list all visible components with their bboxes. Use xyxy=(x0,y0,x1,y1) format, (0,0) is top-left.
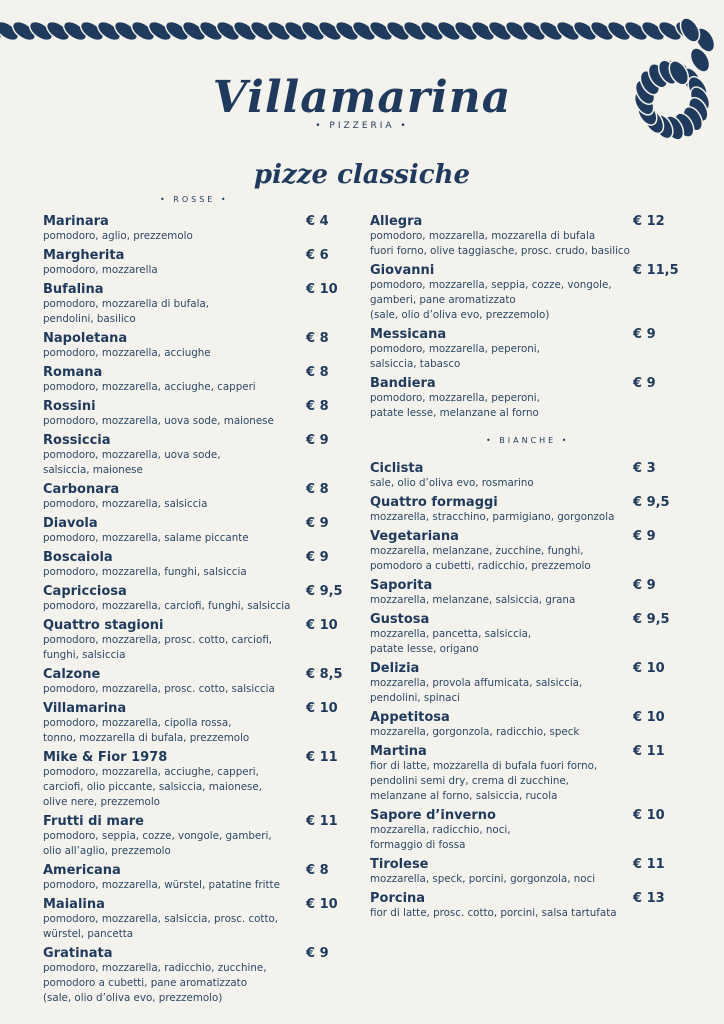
pizza-ingredients: pomodoro, mozzarella, würstel, patatine fritte xyxy=(43,879,280,891)
pizza-price: € 9 xyxy=(306,516,329,531)
pizza-ingredients: fior di latte, prosc. cotto, porcini, salsa tartufata xyxy=(370,907,617,919)
pizza-ingredients: pomodoro, mozzarella, prosc. cotto, carciofi, xyxy=(43,634,273,646)
menu-item xyxy=(370,808,665,853)
pizza-price: € 10 xyxy=(633,710,665,725)
pizza-ingredients: sale, olio d’oliva evo, rosmarino xyxy=(370,477,534,489)
pizza-name: Bufalina xyxy=(43,282,104,297)
pizza-ingredients: formaggio di fossa xyxy=(370,839,466,851)
menu-item xyxy=(43,550,329,580)
pizza-name: Villamarina xyxy=(43,701,127,716)
menu-item xyxy=(370,263,679,323)
pizza-ingredients: mozzarella, stracchino, parmigiano, gorgonzola xyxy=(370,511,615,523)
pizza-ingredients: pomodoro, mozzarella, radicchio, zucchine, xyxy=(43,962,267,974)
pizza-ingredients: carciofi, olio piccante, salsiccia, maionese, xyxy=(43,781,263,793)
pizza-ingredients: pomodoro, mozzarella, peperoni, xyxy=(370,343,540,355)
menu-item xyxy=(370,529,656,574)
menu-item xyxy=(370,461,656,491)
menu-item xyxy=(370,495,670,525)
pizza-ingredients: pomodoro, mozzarella, acciughe xyxy=(43,347,211,359)
bianche-heading: • BIANCHE • xyxy=(486,436,570,445)
pizza-price: € 9,5 xyxy=(633,612,670,627)
pizza-ingredients: pomodoro, mozzarella, prosc. cotto, salsiccia xyxy=(43,683,275,695)
pizza-name: Romana xyxy=(43,365,103,380)
pizza-name: Porcina xyxy=(370,891,426,906)
pizza-ingredients: mozzarella, pancetta, salsiccia, xyxy=(370,628,532,640)
pizza-name: Gustosa xyxy=(370,612,430,627)
pizza-price: € 11 xyxy=(633,857,665,872)
pizza-ingredients: tonno, mozzarella di bufala, prezzemolo xyxy=(43,732,250,744)
section-title: pizze classiche xyxy=(253,160,471,190)
menu-item xyxy=(43,584,343,614)
menu-item xyxy=(43,814,338,859)
pizza-price: € 11 xyxy=(306,814,338,829)
pizza-ingredients: pomodoro, seppia, cozze, vongole, gamberi, xyxy=(43,830,272,842)
pizza-name: Margherita xyxy=(43,248,125,263)
pizza-ingredients: pendolini, basilico xyxy=(43,313,136,325)
pizza-price: € 11,5 xyxy=(633,263,679,278)
pizza-ingredients: mozzarella, melanzane, salsiccia, grana xyxy=(370,594,576,606)
pizza-ingredients: fuori forno, olive taggiasche, prosc. crudo, basilico xyxy=(370,245,630,257)
pizza-name: Capricciosa xyxy=(43,584,127,599)
pizza-ingredients: pomodoro, mozzarella, salsiccia xyxy=(43,498,208,510)
pizza-price: € 8 xyxy=(306,365,329,380)
restaurant-name: Villamarina xyxy=(212,72,512,123)
menu-item xyxy=(43,667,343,697)
pizza-name: Gratinata xyxy=(43,946,113,961)
pizza-name: Allegra xyxy=(370,214,423,229)
pizza-name: Quattro stagioni xyxy=(43,618,164,633)
pizza-ingredients: funghi, salsiccia xyxy=(43,649,126,661)
pizza-ingredients: olive nere, prezzemolo xyxy=(43,796,160,808)
menu-item xyxy=(43,863,329,893)
pizza-price: € 10 xyxy=(306,618,338,633)
menu-item xyxy=(43,331,329,361)
pizza-ingredients: (sale, olio d’oliva evo, prezzemolo) xyxy=(370,309,550,321)
pizza-name: Quattro formaggi xyxy=(370,495,498,510)
pizza-name: Rossini xyxy=(43,399,96,414)
pizza-name: Tirolese xyxy=(370,857,429,872)
pizza-ingredients: (sale, olio d’oliva evo, prezzemolo) xyxy=(43,992,223,1004)
pizza-price: € 9,5 xyxy=(306,584,343,599)
pizza-ingredients: olio all’aglio, prezzemolo xyxy=(43,845,171,857)
pizza-ingredients: gamberi, pane aromatizzato xyxy=(370,294,516,306)
pizza-ingredients: pomodoro, aglio, prezzemolo xyxy=(43,230,193,242)
pizza-ingredients: patate lesse, origano xyxy=(370,643,479,655)
pizza-price: € 3 xyxy=(633,461,656,476)
pizza-ingredients: pomodoro, mozzarella, uova sode, maionese xyxy=(43,415,274,427)
pizza-price: € 10 xyxy=(306,897,338,912)
pizza-price: € 8,5 xyxy=(306,667,343,682)
pizza-name: Ciclista xyxy=(370,461,424,476)
menu-item xyxy=(43,365,329,395)
pizza-name: Martina xyxy=(370,744,427,759)
pizza-ingredients: pomodoro, mozzarella, cipolla rossa, xyxy=(43,717,232,729)
pizza-name: Messicana xyxy=(370,327,447,342)
pizza-name: Delizia xyxy=(370,661,420,676)
menu-item xyxy=(43,214,329,244)
pizza-ingredients: mozzarella, radicchio, noci, xyxy=(370,824,511,836)
rosse-heading: • ROSSE • xyxy=(160,195,229,204)
pizza-price: € 9 xyxy=(633,327,656,342)
menu-item xyxy=(43,399,329,429)
pizza-name: Diavola xyxy=(43,516,98,531)
pizza-name: Appetitosa xyxy=(370,710,450,725)
pizza-name: Sapore d’inverno xyxy=(370,808,496,823)
menu-item xyxy=(43,433,329,478)
pizza-ingredients: pomodoro, mozzarella xyxy=(43,264,158,276)
pizza-name: Maialina xyxy=(43,897,105,912)
pizza-name: Carbonara xyxy=(43,482,120,497)
pizza-ingredients: pomodoro, mozzarella, acciughe, capperi, xyxy=(43,766,259,778)
menu-item xyxy=(43,248,329,278)
pizza-ingredients: fior di latte, mozzarella di bufala fuori forno, xyxy=(370,760,598,772)
menu-item xyxy=(370,214,665,259)
menu-item xyxy=(43,282,338,327)
pizza-name: Napoletana xyxy=(43,331,128,346)
menu-item xyxy=(370,578,656,608)
pizza-ingredients: mozzarella, melanzane, zucchine, funghi, xyxy=(370,545,584,557)
pizza-name: Giovanni xyxy=(370,263,435,278)
pizza-ingredients: mozzarella, provola affumicata, salsiccia, xyxy=(370,677,583,689)
pizza-name: Americana xyxy=(43,863,121,878)
pizza-ingredients: pomodoro, mozzarella, mozzarella di bufala xyxy=(370,230,596,242)
pizza-price: € 9 xyxy=(633,376,656,391)
menu-item xyxy=(43,946,329,1006)
pizza-price: € 11 xyxy=(306,750,338,765)
pizza-ingredients: pomodoro a cubetti, pane aromatizzato xyxy=(43,977,247,989)
pizza-name: Bandiera xyxy=(370,376,436,391)
menu-item xyxy=(43,750,338,810)
menu-item xyxy=(43,701,338,746)
pizza-ingredients: patate lesse, melanzane al forno xyxy=(370,407,539,419)
pizza-price: € 9,5 xyxy=(633,495,670,510)
pizza-price: € 13 xyxy=(633,891,665,906)
rope-top xyxy=(0,18,702,44)
restaurant-subtitle: • PIZZERIA • xyxy=(315,121,409,131)
menu-item xyxy=(370,661,665,706)
menu-item xyxy=(43,618,338,663)
pizza-price: € 9 xyxy=(306,946,329,961)
pizza-ingredients: pomodoro, mozzarella di bufala, xyxy=(43,298,210,310)
pizza-name: Mike & Fior 1978 xyxy=(43,750,168,765)
menu-item xyxy=(43,482,329,512)
pizza-price: € 10 xyxy=(306,701,338,716)
pizza-ingredients: pomodoro, mozzarella, seppia, cozze, vongole, xyxy=(370,279,612,291)
pizza-ingredients: pomodoro, mozzarella, acciughe, capperi xyxy=(43,381,256,393)
pizza-name: Boscaiola xyxy=(43,550,113,565)
pizza-price: € 10 xyxy=(633,661,665,676)
menu-item xyxy=(43,516,329,546)
pizza-ingredients: salsiccia, tabasco xyxy=(370,358,461,370)
pizza-price: € 8 xyxy=(306,863,329,878)
pizza-price: € 10 xyxy=(633,808,665,823)
pizza-name: Saporita xyxy=(370,578,433,593)
pizza-ingredients: melanzane al forno, salsiccia, rucola xyxy=(370,790,558,802)
pizza-ingredients: mozzarella, gorgonzola, radicchio, speck xyxy=(370,726,580,738)
menu-item xyxy=(43,897,338,942)
pizza-ingredients: pendolini, spinaci xyxy=(370,692,461,704)
pizza-ingredients: pomodoro, mozzarella, uova sode, xyxy=(43,449,221,461)
pizza-price: € 8 xyxy=(306,331,329,346)
pizza-ingredients: pomodoro, mozzarella, peperoni, xyxy=(370,392,540,404)
pizza-ingredients: pendolini semi dry, crema di zucchine, xyxy=(370,775,569,787)
pizza-price: € 9 xyxy=(306,433,329,448)
pizza-price: € 9 xyxy=(633,578,656,593)
pizza-ingredients: pomodoro, mozzarella, salame piccante xyxy=(43,532,249,544)
menu-item xyxy=(370,744,665,804)
menu-item xyxy=(370,376,656,421)
pizza-price: € 4 xyxy=(306,214,329,229)
pizza-price: € 8 xyxy=(306,399,329,414)
menu-item xyxy=(370,891,665,921)
pizza-ingredients: pomodoro, mozzarella, carciofi, funghi, salsiccia xyxy=(43,600,291,612)
pizza-name: Rossiccia xyxy=(43,433,111,448)
menu-item xyxy=(370,857,665,887)
pizza-price: € 8 xyxy=(306,482,329,497)
pizza-name: Marinara xyxy=(43,214,109,229)
pizza-price: € 12 xyxy=(633,214,665,229)
pizza-ingredients: würstel, pancetta xyxy=(43,928,134,940)
pizza-price: € 10 xyxy=(306,282,338,297)
pizza-ingredients: mozzarella, speck, porcini, gorgonzola, noci xyxy=(370,873,596,885)
pizza-ingredients: pomodoro a cubetti, radicchio, prezzemolo xyxy=(370,560,591,572)
pizza-name: Vegetariana xyxy=(370,529,459,544)
pizza-price: € 11 xyxy=(633,744,665,759)
pizza-price: € 6 xyxy=(306,248,329,263)
pizza-price: € 9 xyxy=(633,529,656,544)
pizza-name: Calzone xyxy=(43,667,101,682)
pizza-ingredients: pomodoro, mozzarella, funghi, salsiccia xyxy=(43,566,247,578)
pizza-ingredients: salsiccia, maionese xyxy=(43,464,143,476)
pizza-name: Frutti di mare xyxy=(43,814,144,829)
menu-item xyxy=(370,710,665,740)
menu-item xyxy=(370,612,670,657)
pizza-price: € 9 xyxy=(306,550,329,565)
pizza-ingredients: pomodoro, mozzarella, salsiccia, prosc. cotto, xyxy=(43,913,279,925)
menu-item xyxy=(370,327,656,372)
